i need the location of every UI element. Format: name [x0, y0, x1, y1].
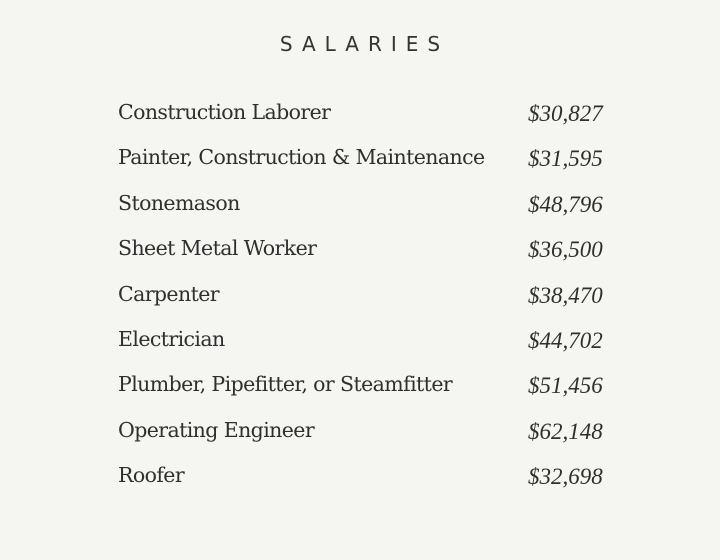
salary-row	[118, 372, 618, 417]
job-title: Operating Engineer	[118, 417, 315, 442]
job-title: Painter, Construction & Maintenance	[118, 145, 485, 170]
salary-row	[118, 463, 618, 508]
job-title: Stonemason	[118, 190, 240, 215]
page-title: SALARIES	[279, 32, 450, 56]
salary-value: $32,698	[528, 464, 603, 490]
salary-value: $36,500	[528, 237, 603, 263]
salary-value: $62,148	[528, 418, 603, 444]
salary-row	[118, 236, 618, 281]
salary-row	[118, 191, 618, 236]
salary-value: $48,796	[528, 191, 603, 217]
job-title: Electrician	[118, 326, 225, 351]
job-title: Plumber, Pipefitter, or Steamfitter	[118, 372, 453, 397]
salary-value: $31,595	[528, 146, 603, 172]
job-title: Sheet Metal Worker	[118, 236, 317, 261]
salary-row	[118, 145, 618, 190]
salary-list	[118, 100, 618, 509]
salary-value: $30,827	[528, 101, 603, 126]
salary-row	[118, 100, 618, 145]
job-title: Carpenter	[118, 281, 219, 306]
salary-row	[118, 418, 618, 463]
salary-value: $44,702	[528, 327, 603, 353]
salary-value: $38,470	[528, 282, 603, 308]
job-title: Construction Laborer	[118, 100, 331, 124]
salary-value: $51,456	[528, 373, 603, 399]
salary-row	[118, 327, 618, 372]
job-title: Roofer	[118, 463, 185, 488]
salary-row	[118, 282, 618, 327]
